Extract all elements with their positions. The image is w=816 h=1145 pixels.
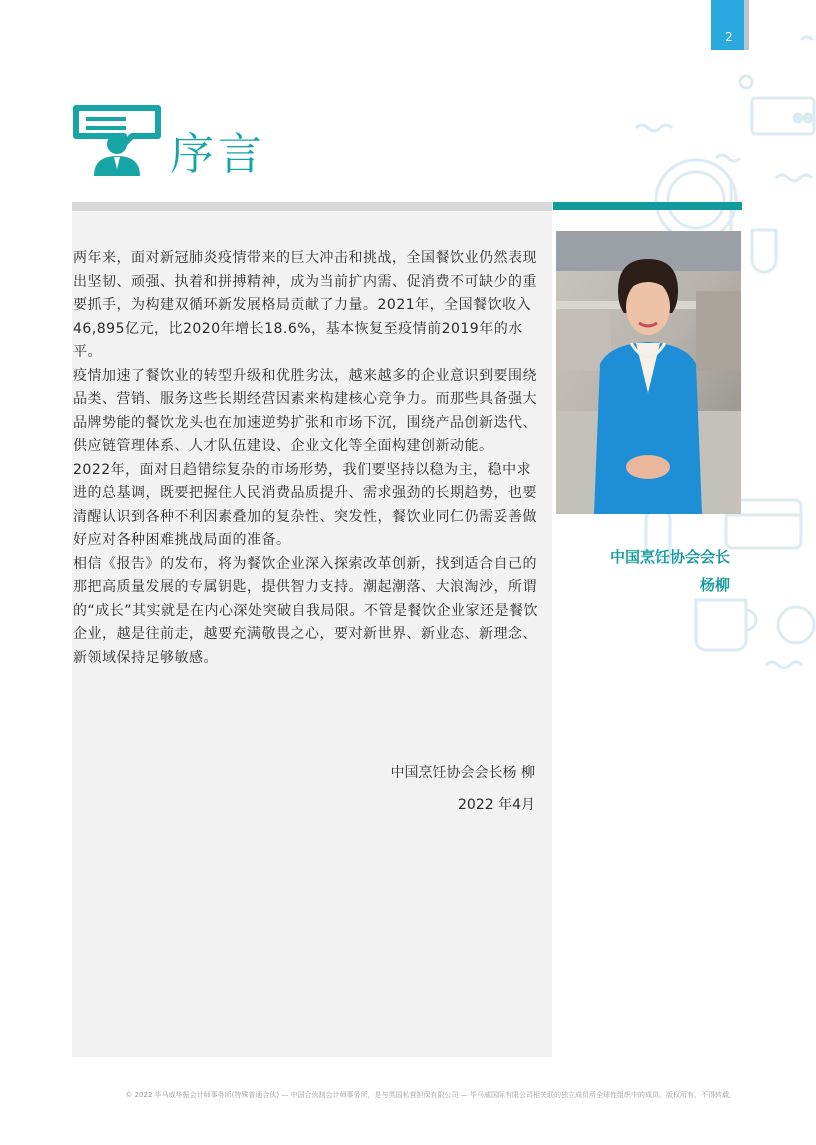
preface-body	[73, 247, 543, 670]
footer-copyright: © 2022 毕马威华振会计师事务所(特殊普通合伙) — 中国合伙制会计师事务所，是与英国私营担保有限公司 — 毕马威国际有限公司相关联的独立成员所全球性组织中的成员。版权所有，不得转载。	[125, 1091, 736, 1099]
caption-name: 杨柳	[699, 576, 730, 594]
teal-header-bar	[553, 202, 742, 210]
grey-header-bar	[72, 202, 552, 211]
paragraph: 相信《报告》的发布，将为餐饮企业深入探索改革创新，找到适合自己的那把高质量发展的专属钥匙，提供智力支持。潮起潮落、大浪淘沙，所谓的“成长”其实就是在内心深处突破自我局限。不管是餐饮企业家还是餐饮企业，越是往前走，越要充满敬畏之心，要对新世界、新业态、新理念、新领域保持足够敏感。	[73, 555, 539, 666]
signature-name: 中国烹饪协会会长杨 柳	[390, 765, 535, 781]
caption-title: 中国烹饪协会会长	[609, 548, 730, 566]
page-number: 2	[725, 30, 733, 44]
signature-date: 2022 年4月	[458, 797, 535, 813]
page-title: 序言	[170, 129, 266, 180]
paragraph: 2022年，面对日趋错综复杂的市场形势，我们要坚持以稳为主，稳中求进的总基调，既要把握住人民消费品质提升、需求强劲的长期趋势，也要清醒认识到各种不利因素叠加的复杂性、突发性，餐饮业同仁仍需妥善做好应对各种困难挑战局面的准备。	[73, 461, 537, 548]
speech-bubble-person-icon	[72, 104, 162, 176]
portrait-photo	[556, 231, 741, 514]
paragraph: 两年来，面对新冠肺炎疫情带来的巨大冲击和挑战，全国餐饮业仍然表现出坚韧、顽强、执着和拼搏精神，成为当前扩内需、促消费不可缺少的重要抓手，为构建双循环新发展格局贡献了力量。2021年，全国餐饮收入46,895亿元，比2020年增长18.6%，基本恢复至疫情前2019年的水平。	[73, 250, 537, 360]
paragraph: 疫情加速了餐饮业的转型升级和优胜劣汰，越来越多的企业意识到要围绕品类、营销、服务这些长期经营因素来构建核心竞争力。而那些具备强大品牌势能的餐饮龙头也在加速逆势扩张和市场下沉，围绕产品创新迭代、供应链管理体系、人才队伍建设、企业文化等全面构建创新动能。	[73, 367, 537, 454]
